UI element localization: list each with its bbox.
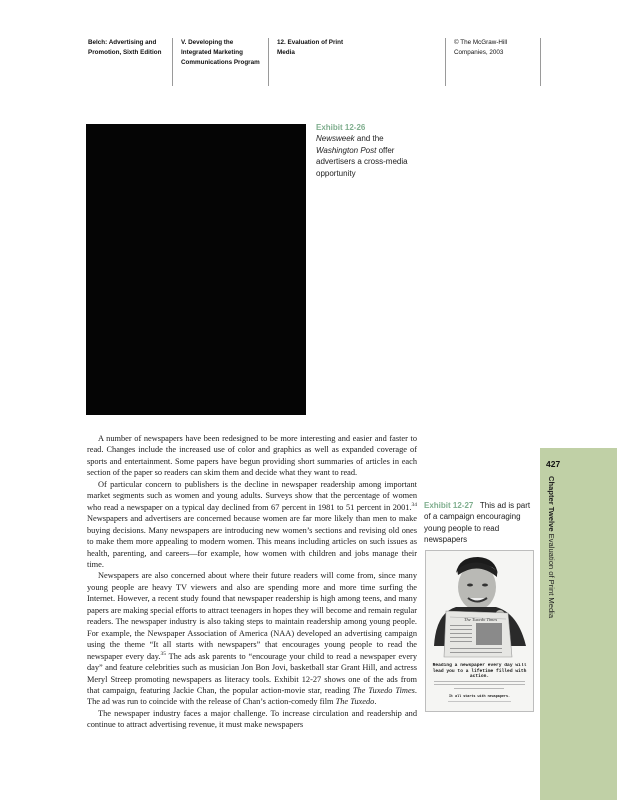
paragraph bbox=[87, 479, 417, 571]
header-line: Belch: Advertising and bbox=[88, 39, 157, 46]
paragraph bbox=[87, 570, 417, 707]
text-run: . The ad was run to coincide with the release of Chan’s action-comedy film bbox=[87, 685, 417, 707]
newspaper-column-line bbox=[450, 641, 472, 642]
eye-shape bbox=[467, 584, 473, 587]
header-line: V. Developing the bbox=[181, 39, 234, 46]
header-book-title bbox=[88, 38, 172, 86]
ad-bodycopy-line bbox=[434, 684, 525, 685]
paragraph: The newspaper industry faces a major challenge. To increase circulation and readership and continue to attract advertising revenue, it must make newspapers bbox=[87, 708, 417, 730]
newspaper-photo bbox=[476, 623, 502, 645]
header-line: 12. Evaluation of Print bbox=[277, 39, 344, 46]
caption-rest: offer advertisers a cross-media opportunity bbox=[316, 145, 408, 178]
newspaper-column-line bbox=[450, 648, 502, 649]
header-part bbox=[172, 38, 277, 86]
header-line: Media bbox=[277, 49, 295, 56]
text-run: . bbox=[374, 697, 377, 707]
italic-title: The Tuxedo Times bbox=[352, 685, 415, 695]
ad-bodycopy-line bbox=[454, 688, 504, 689]
eye-shape bbox=[482, 584, 488, 587]
exhibit-label: Exhibit 12-27 bbox=[424, 501, 474, 510]
header-line: Promotion, Sixth Edition bbox=[88, 49, 162, 56]
newspaper-ad-illustration bbox=[426, 551, 533, 711]
newspaper-column-line bbox=[450, 652, 502, 653]
page-number: 427 bbox=[546, 459, 561, 469]
exhibit-12-27-caption bbox=[424, 500, 532, 546]
body-text bbox=[87, 433, 417, 731]
header-line: Communications Program bbox=[181, 59, 260, 66]
chapter-running-head-text bbox=[547, 476, 556, 618]
newspaper-masthead: The Tuxedo Times bbox=[464, 617, 498, 622]
exhibit-label: Exhibit 12-26 bbox=[316, 123, 366, 132]
caption-text bbox=[316, 133, 416, 179]
exhibit-12-27-ad-image bbox=[425, 550, 534, 712]
newspaper-column-line bbox=[450, 629, 472, 630]
header-line: Integrated Marketing bbox=[181, 49, 243, 56]
ad-tagline: It all starts with newspapers. bbox=[448, 695, 511, 699]
chapter-running-head bbox=[546, 476, 556, 636]
header-copyright bbox=[445, 38, 541, 86]
caption-connector: and the bbox=[354, 134, 384, 144]
newspaper-column-line bbox=[450, 637, 472, 638]
ad-headline-box bbox=[430, 663, 529, 687]
exhibit-12-26-caption bbox=[316, 122, 416, 179]
newspaper-column-line bbox=[450, 633, 472, 634]
publication-name: Newsweek bbox=[316, 134, 355, 144]
chapter-number: Chapter Twelve bbox=[547, 476, 556, 532]
text-run: Newspapers and advertisers are concerned because women are far more likely than men to make buying decisions. Many newspapers are introducing new women’s sections and revising old ones to make them more appealing to modern women. This means including articles on such issues as health, parenting, and careers—for example, how women with children and jobs manage their time. bbox=[87, 514, 417, 569]
chapter-title: Evaluation of Print Media bbox=[547, 531, 556, 619]
header-chapter bbox=[268, 38, 449, 86]
header-line: © The McGraw-Hill bbox=[454, 39, 508, 46]
header-line: Companies, 2003 bbox=[454, 49, 504, 56]
text-run: Of particular concern to publishers is the decline in newspaper readership among important market segments such as women and young adults. Surveys show that the percentage of women who read a newspaper on a typical day declined from 67 percent in 1981 to 51 percent in 2001. bbox=[87, 479, 417, 512]
publication-name: Washington Post bbox=[316, 145, 377, 155]
caption-text: This ad is part of a campaign encouraging young people to read newspapers bbox=[424, 501, 531, 545]
footnote-ref: 35 bbox=[160, 650, 166, 657]
text-run: Newspapers are also concerned about where their future readers will come from, since many young people are heavy TV viewers and also are spending more and more time surfing the Internet. However, a recent study found that newspaper readership is high among teens, and many papers are making special efforts to attract teenagers in hopes they will become and remain regular readers. The newspaper industry is also taking steps to maintain readership among young people. For example, the Newspaper Association of America (NAA) developed an advertising campaign using the theme “It all starts with newspapers” that encourages young people to read the newspaper every day. bbox=[87, 571, 417, 661]
newspaper-column-line bbox=[450, 625, 472, 626]
italic-title: The Tuxedo bbox=[335, 697, 375, 707]
ad-bodycopy-line bbox=[434, 681, 525, 682]
paragraph: A number of newspapers have been redesigned to be more interesting and easier and faster to read. Changes include the increased use of color and graphics as well as expanded coverage of sports and entertainment. Some papers have begun providing short summaries of articles in each section of the paper so readers can skim them and decide what they want to read. bbox=[87, 434, 417, 478]
exhibit-12-26-image bbox=[86, 124, 306, 415]
footnote-ref: 34 bbox=[411, 501, 417, 508]
ad-headline: Reading a newspaper every day will lead you to a lifetime filled with action. bbox=[432, 663, 527, 680]
text-run: The ads ask parents to “encourage your child to read a newspaper every day” and feature celebrities such as musician Jon Bon Jovi, basketball star Grant Hill, and actress Meryl Streep promoting newspapers as literacy tools. Exhibit 12-27 shows one of the ads from that campaign, featuring Jackie Chan, the popular action-movie star, reading bbox=[87, 651, 418, 695]
ad-fineprint-line bbox=[448, 701, 511, 702]
